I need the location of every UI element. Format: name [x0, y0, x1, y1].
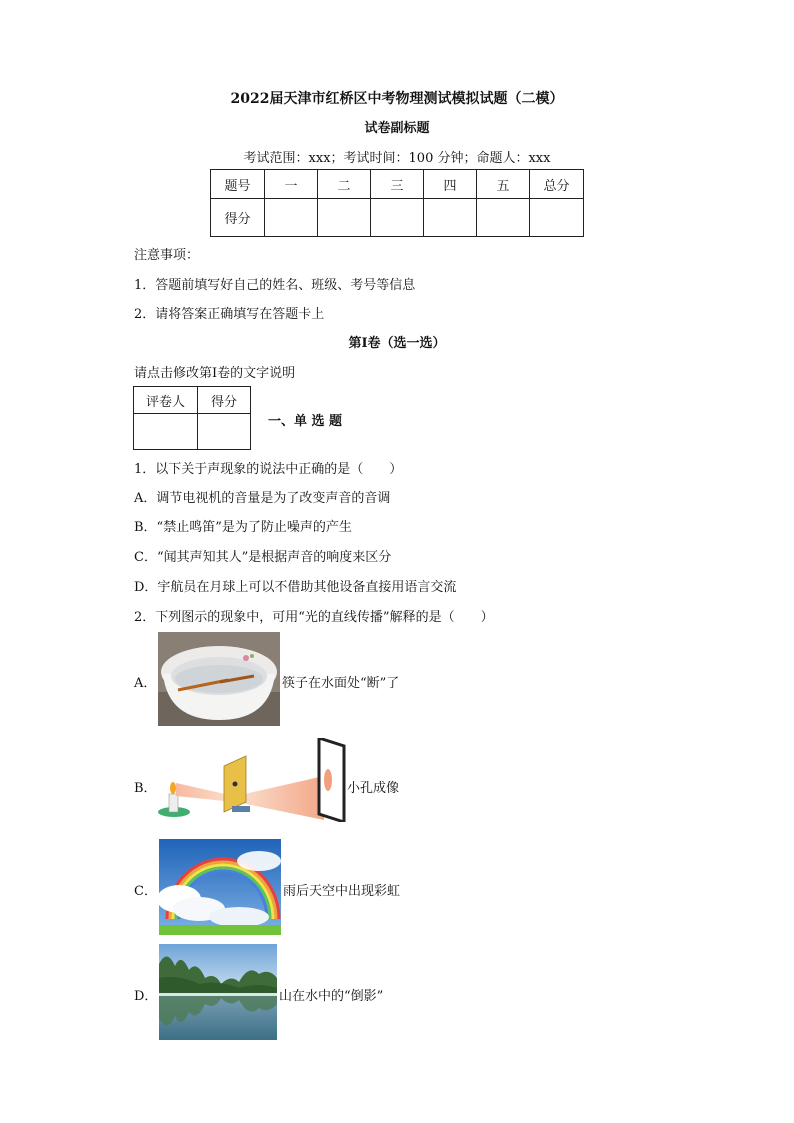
- grader-table: [133, 386, 251, 450]
- score-cell: [371, 199, 424, 237]
- section-instruction: 请点击修改第I卷的文字说明: [134, 366, 296, 381]
- grader-table-label: 得分: [198, 387, 251, 414]
- mountain-reflection-image: [159, 944, 277, 1040]
- score-table-row-label: 得分: [211, 199, 265, 237]
- score-cell: [530, 199, 584, 237]
- question-stem: 2．下列图示的现象中，可用“光的直线传播”解释的是（ ）: [134, 610, 494, 625]
- score-table-column: 三: [371, 170, 424, 199]
- notice-heading: 注意事项：: [134, 248, 200, 263]
- score-table-column: 五: [477, 170, 530, 199]
- section-title: 第I卷（选一选）: [348, 336, 446, 351]
- question-option: C．“闻其声知其人”是根据声音的响度来区分: [134, 550, 392, 565]
- option-caption: 筷子在水面处“断”了: [282, 676, 400, 691]
- score-table-column: 一: [265, 170, 318, 199]
- score-cell: [318, 199, 371, 237]
- option-caption: 小孔成像: [347, 781, 400, 796]
- score-table-column: 四: [424, 170, 477, 199]
- page-title: 2022届天津市红桥区中考物理测试模拟试题（二模）: [230, 91, 564, 107]
- score-table-column: 二: [318, 170, 371, 199]
- page-subtitle: 试卷副标题: [364, 121, 430, 136]
- question-option: A．调节电视机的音量是为了改变声音的音调: [134, 491, 391, 506]
- grader-table-label: 评卷人: [134, 387, 198, 414]
- notice-item: 1．答题前填写好自己的姓名、班级、考号等信息: [134, 278, 416, 293]
- score-cell: [265, 199, 318, 237]
- chopsticks-bowl-image: [158, 632, 280, 726]
- option-letter: B．: [134, 781, 157, 796]
- option-caption: 山在水中的“倒影”: [279, 989, 384, 1004]
- pinhole-camera-image: [156, 738, 346, 822]
- score-table: [210, 169, 584, 237]
- grader-cell: [198, 414, 251, 450]
- option-caption: 雨后天空中出现彩虹: [283, 884, 401, 899]
- score-cell: [477, 199, 530, 237]
- exam-info: 考试范围：xxx；考试时间：100 分钟；命题人：xxx: [243, 151, 551, 166]
- option-letter: D．: [134, 989, 158, 1004]
- part-title: 一、单 选 题: [268, 414, 343, 429]
- rainbow-image: [159, 839, 281, 935]
- question-option: D．宇航员在月球上可以不借助其他设备直接用语言交流: [134, 580, 457, 595]
- option-letter: A．: [134, 676, 157, 691]
- grader-cell: [134, 414, 198, 450]
- question-stem: 1．以下关于声现象的说法中正确的是（ ）: [134, 462, 403, 477]
- score-table-row-label: 题号: [211, 170, 265, 199]
- score-table-column: 总分: [530, 170, 584, 199]
- option-letter: C．: [134, 884, 157, 899]
- notice-item: 2．请将答案正确填写在答题卡上: [134, 307, 325, 322]
- question-option: B．“禁止鸣笛”是为了防止噪声的产生: [134, 520, 352, 535]
- score-cell: [424, 199, 477, 237]
